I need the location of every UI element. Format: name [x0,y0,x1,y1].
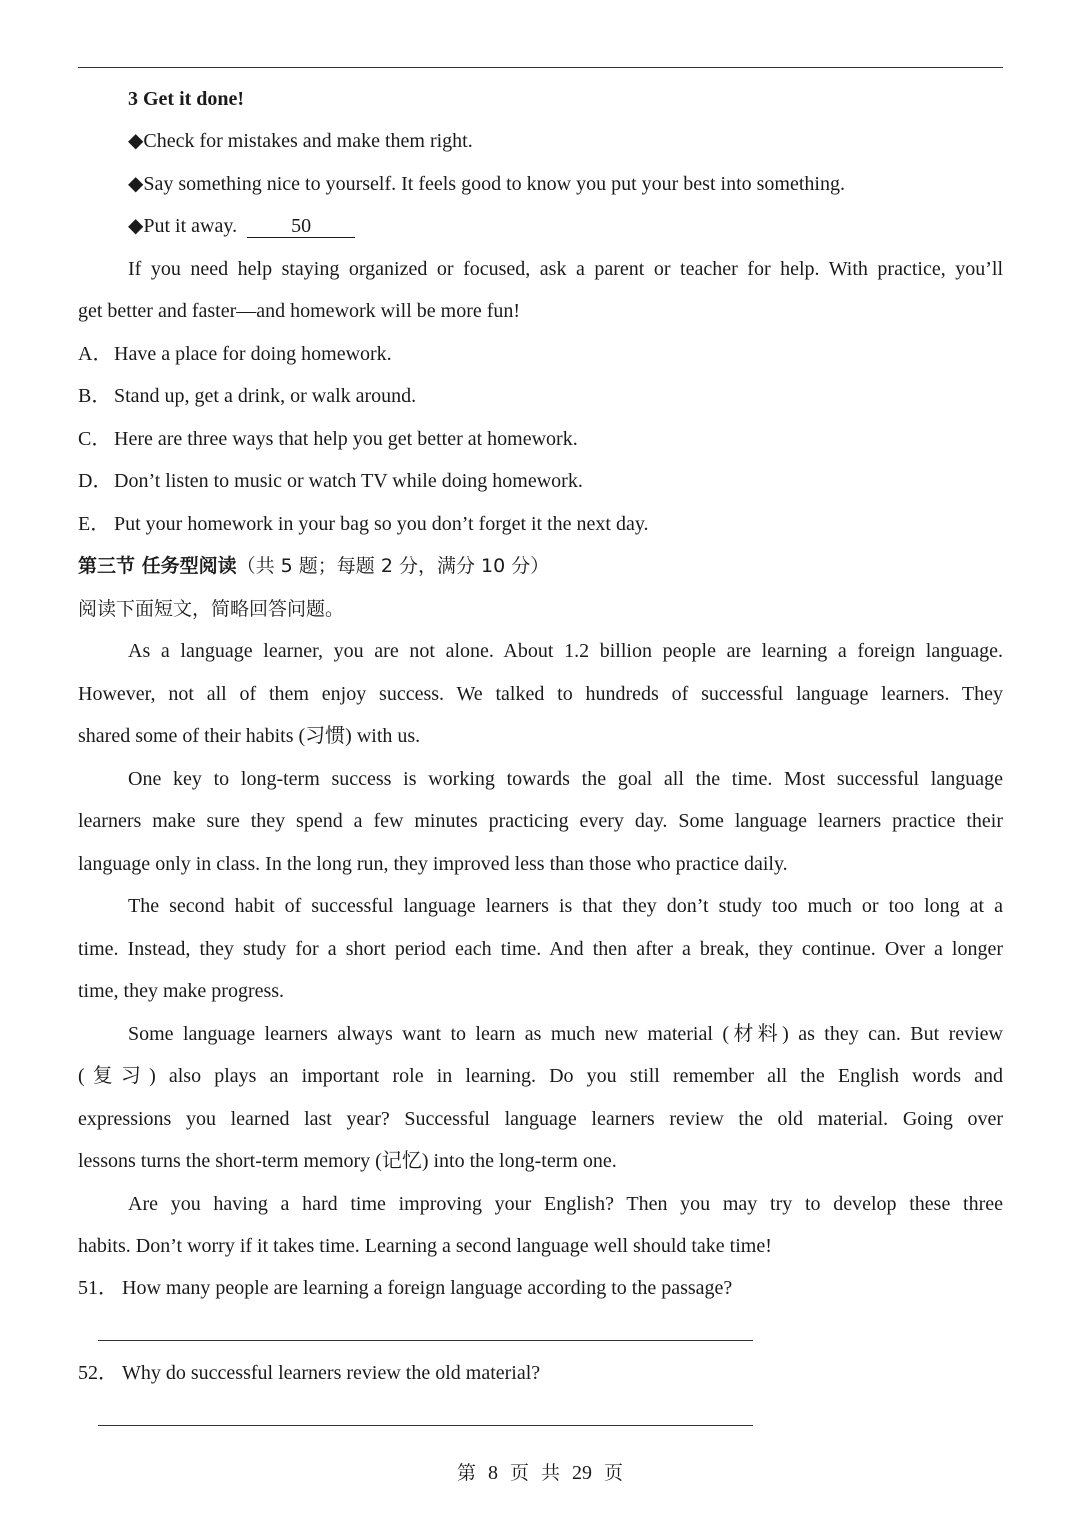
passage-line-15: habits. Don’t worry if it takes time. Learning a second language well should take time! [78,1235,772,1257]
page-footer [0,1460,1080,1486]
option-a-letter: A． [78,343,113,365]
step3-heading: 3 Get it done! [128,88,245,110]
closing-line-2: get better and faster—and homework will be more fun! [78,300,521,322]
section3-instruction: 阅读下面短文，简略回答问题。 [78,598,345,620]
passage-line-3: shared some of their habits (习惯) with us. [78,725,421,747]
passage-line-5: learners make sure they spend a few minutes practicing every day. Some language learners practice their [78,810,1003,832]
section3-header [78,553,1003,579]
bullet-check-mistakes: ◆Check for mistakes and make them right. [128,130,473,152]
option-b-text: Stand up, get a drink, or walk around. [114,385,417,407]
answer-line-51[interactable] [98,1340,753,1341]
passage-line-8: time. Instead, they study for a short period each time. And then after a break, they continue. Over a longer [78,938,1003,960]
option-e [78,511,1003,537]
passage-line-9: time, they make progress. [78,980,285,1002]
bullet-say-nice: ◆Say something nice to yourself. It feels good to know you put your best into something. [128,173,845,195]
option-a-text: Have a place for doing homework. [114,343,392,365]
question-52-text: Why do successful learners review the old material? [122,1362,541,1384]
answer-line-52[interactable] [98,1425,753,1426]
option-d [78,468,1003,494]
passage-line-6: language only in class. In the long run, they improved less than those who practice daily. [78,853,788,875]
option-d-text: Don’t listen to music or watch TV while doing homework. [114,470,583,492]
answer-blank-50[interactable]: 50 [247,215,355,238]
passage-line-2: However, not all of them enjoy success. We talked to hundreds of successful language learners. They [78,683,1003,705]
question-52 [78,1360,1003,1386]
option-c-letter: C． [78,428,112,450]
question-51-text: How many people are learning a foreign language according to the passage? [122,1277,733,1299]
option-d-letter: D． [78,470,113,492]
top-rule [78,67,1003,68]
option-b [78,383,1003,409]
passage-line-13: lessons turns the short-term memory (记忆) into the long-term one. [78,1150,617,1172]
footer-mid1: 页 [509,1462,529,1484]
footer-total-pages: 29 [572,1462,593,1484]
option-a [78,341,1003,367]
question-51 [78,1275,1003,1301]
option-e-text: Put your homework in your bag so you don’t forget it the next day. [114,513,649,535]
passage-line-10: Some language learners always want to learn as much new material (材料) as they can. But review [128,1023,1003,1045]
option-c-text: Here are three ways that help you get better at homework. [114,428,578,450]
question-52-number: 52． [78,1362,118,1384]
option-e-letter: E． [78,513,111,535]
passage-line-1: As a language learner, you are not alone. About 1.2 billion people are learning a foreign language. [128,640,1003,662]
section3-title: 第三节 任务型阅读 [78,555,237,577]
passage-line-14: Are you having a hard time improving your English? Then you may try to develop these three [128,1193,1003,1215]
passage-line-7: The second habit of successful language learners is that they don’t study too much or too long at a [128,895,1003,917]
option-c [78,426,1003,452]
passage-line-11: (复习) also plays an important role in learning. Do you still remember all the English words and [78,1065,1003,1087]
bullet-put-away [128,213,1003,239]
footer-mid2: 共 [541,1462,561,1484]
question-51-number: 51． [78,1277,118,1299]
closing-line-1: If you need help staying organized or focused, ask a parent or teacher for help. With practice, you’ll [128,258,1003,280]
option-b-letter: B． [78,385,112,407]
footer-prefix: 第 [456,1462,476,1484]
bullet-put-away-text: ◆Put it away. [128,215,238,237]
passage-line-4: One key to long-term success is working towards the goal all the time. Most successful language [128,768,1003,790]
passage-line-12: expressions you learned last year? Successful language learners review the old material. Going over [78,1108,1003,1130]
section3-scoring: （共 5 题；每题 2 分，满分 10 分） [236,555,550,577]
footer-suffix: 页 [604,1462,624,1484]
footer-current-page: 8 [487,1462,498,1484]
